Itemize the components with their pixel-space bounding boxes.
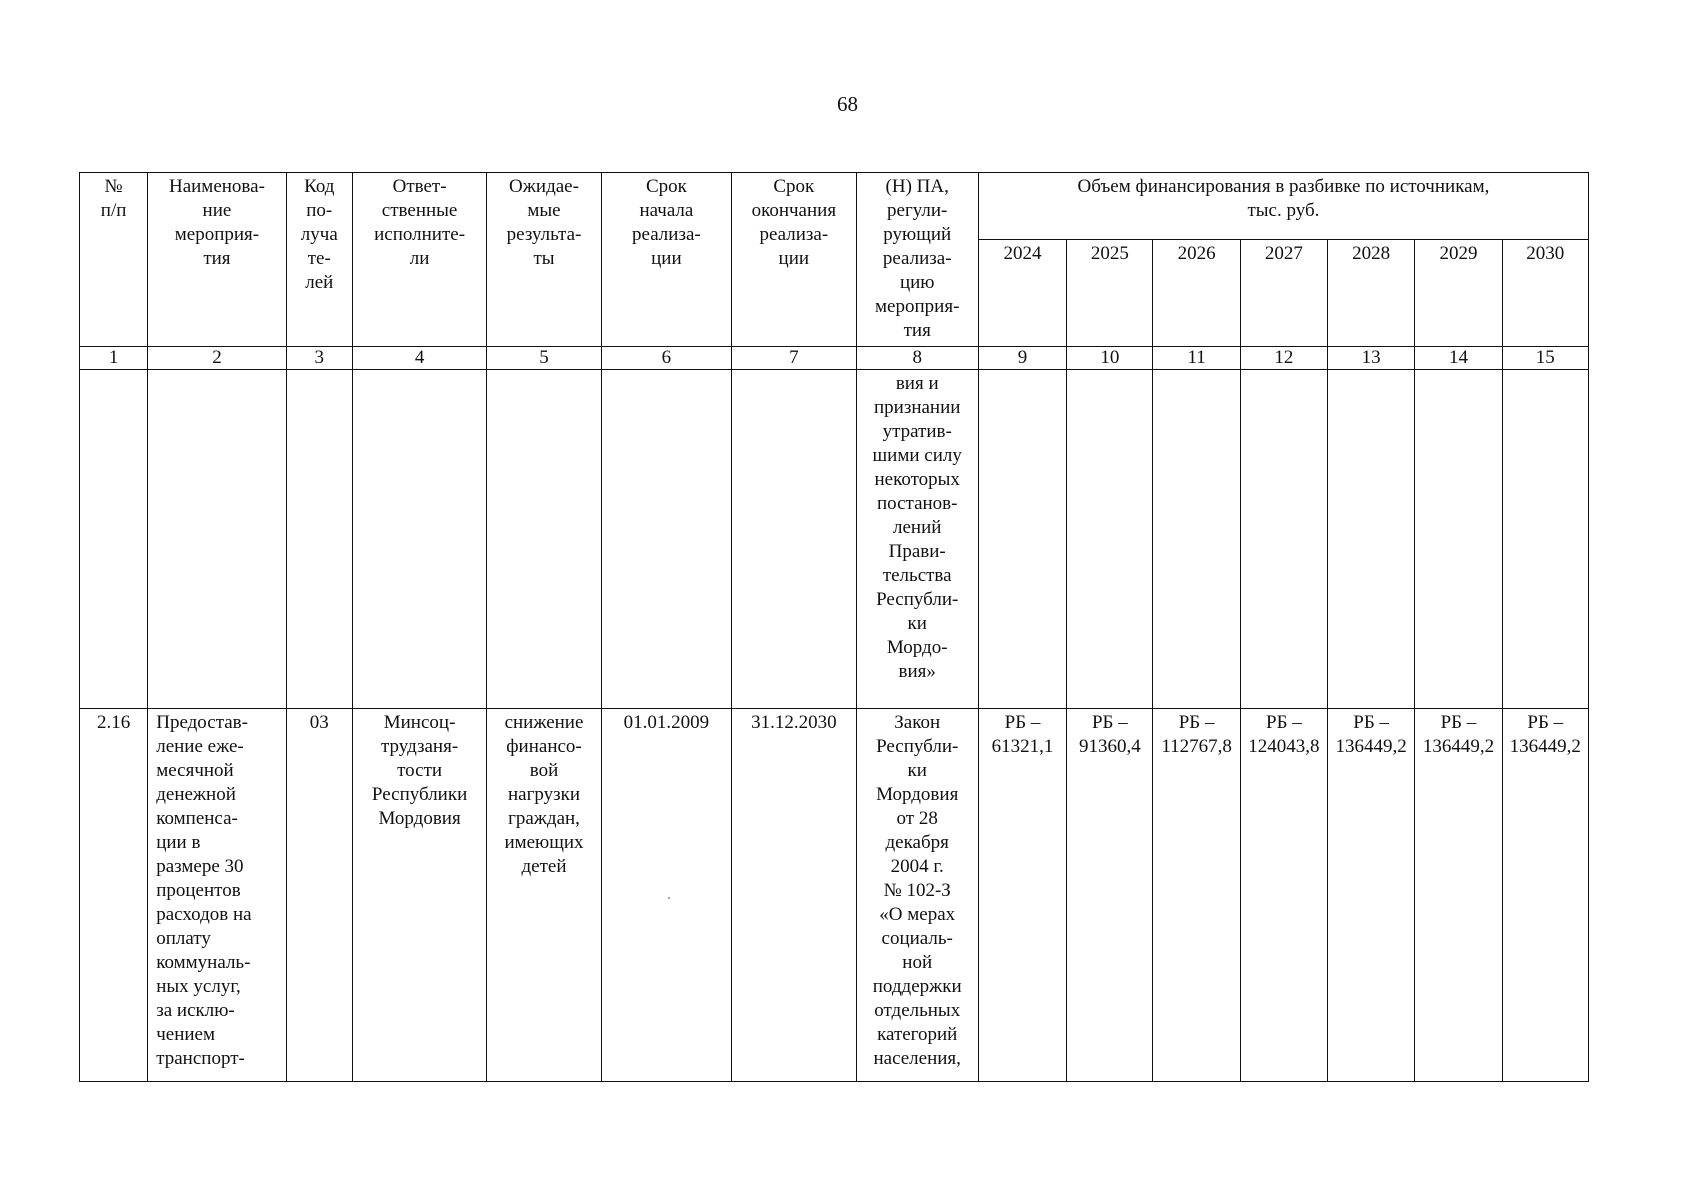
header-year: 2028 (1328, 240, 1415, 347)
continuation-row (80, 370, 1589, 709)
row-financing-cell: РБ – 136449,2 (1415, 709, 1502, 1082)
header-num: № п/п (80, 173, 148, 347)
header-results: Ожидае- мые результа- ты (487, 173, 601, 347)
column-number: 9 (978, 347, 1066, 370)
column-number: 6 (601, 347, 731, 370)
column-number: 13 (1328, 347, 1415, 370)
column-number: 11 (1153, 347, 1240, 370)
header-start: Срок начала реализа- ции (601, 173, 731, 347)
row-name-cell: Предостав- ление еже- месячной денежной компенса- ции в размере 30 процентов расходов на оплату коммуналь- ных услуг, за исклю- чением транспорт- (148, 709, 286, 1082)
header-year: 2027 (1240, 240, 1327, 347)
column-number: 2 (148, 347, 286, 370)
header-end: Срок окончания реализа- ции (732, 173, 856, 347)
column-number: 5 (487, 347, 601, 370)
scan-speck (668, 897, 670, 899)
row-num-cell: 2.16 (80, 709, 148, 1082)
column-number: 8 (856, 347, 978, 370)
header-npa: (Н) ПА, регули- рующий реализа- цию мероприя- тия (856, 173, 978, 347)
header-financing: Объем финансирования в разбивке по источникам, тыс. руб. (978, 173, 1588, 240)
measures-table (79, 172, 1589, 1082)
column-number: 1 (80, 347, 148, 370)
header-year: 2025 (1067, 240, 1153, 347)
column-number: 15 (1502, 347, 1588, 370)
row-financing-cell: РБ – 112767,8 (1153, 709, 1240, 1082)
row-code-cell: 03 (286, 709, 352, 1082)
column-number: 10 (1067, 347, 1153, 370)
table-row (80, 709, 1589, 1082)
row-executors-cell: Минсоц- трудзаня- тости Республики Мордовия (352, 709, 486, 1082)
page-number: 68 (837, 92, 858, 116)
header-year: 2029 (1415, 240, 1502, 347)
header-year: 2030 (1502, 240, 1588, 347)
row-results-cell: снижение финансо- вой нагрузки граждан, имеющих детей (487, 709, 601, 1082)
row-financing-cell: РБ – 124043,8 (1240, 709, 1327, 1082)
header-year: 2026 (1153, 240, 1240, 347)
row-end-cell: 31.12.2030 (732, 709, 856, 1082)
column-number-row (80, 347, 1589, 370)
column-number: 12 (1240, 347, 1327, 370)
row-financing-cell: РБ – 136449,2 (1328, 709, 1415, 1082)
column-number: 4 (352, 347, 486, 370)
header-year: 2024 (978, 240, 1066, 347)
row-financing-cell: РБ – 91360,4 (1067, 709, 1153, 1082)
header-row (80, 173, 1589, 240)
header-executors: Ответ- ственные исполните- ли (352, 173, 486, 347)
continuation-npa-cell: вия и признании утратив- шими силу некоторых постанов- лений Прави- тельства Республи- ки Мордо- вия» (856, 370, 978, 709)
row-npa-cell: Закон Республи- ки Мордовия от 28 декабря 2004 г. № 102-З «О мерах социаль- ной поддержки отдельных категорий населения, (856, 709, 978, 1082)
header-code: Код по- луча те- лей (286, 173, 352, 347)
column-number: 3 (286, 347, 352, 370)
column-number: 7 (732, 347, 856, 370)
column-number: 14 (1415, 347, 1502, 370)
row-financing-cell: РБ – 61321,1 (978, 709, 1066, 1082)
row-start-cell: 01.01.2009 (601, 709, 731, 1082)
header-name: Наименова- ние мероприя- тия (148, 173, 286, 347)
row-financing-cell: РБ – 136449,2 (1502, 709, 1588, 1082)
